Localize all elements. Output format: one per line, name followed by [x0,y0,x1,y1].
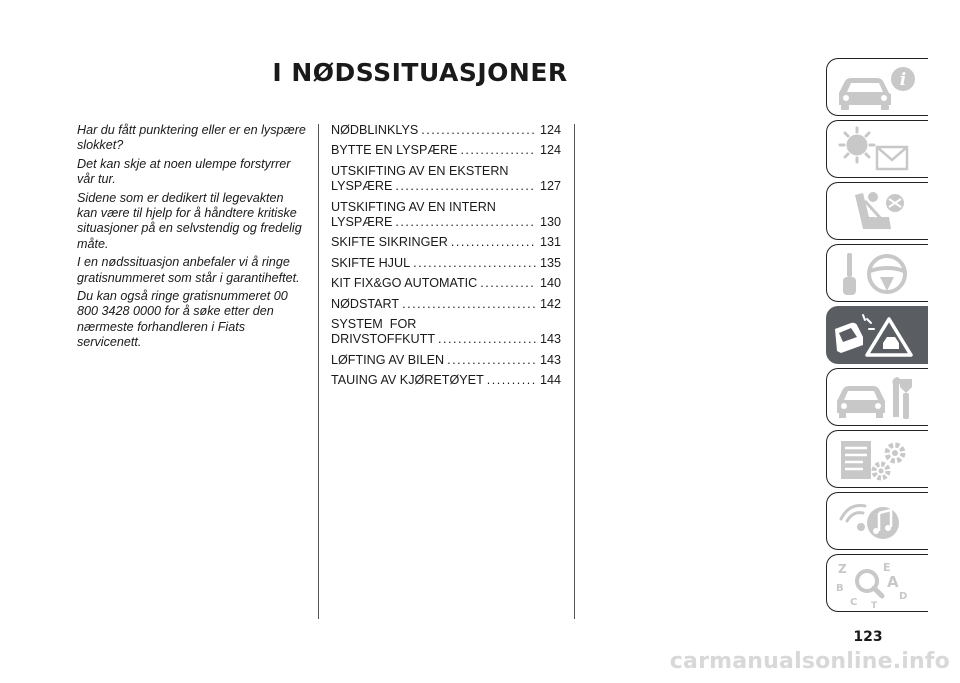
section-tab-warning-lights[interactable] [826,120,928,178]
toc-label: SKIFTE HJUL [331,255,411,270]
toc-page: 127 [539,179,561,194]
section-tab-emergency[interactable] [826,306,928,364]
toc-entry-ekstern-lyspaere[interactable] [331,164,561,195]
toc-label: NØDBLINKLYS [331,123,419,137]
toc-entry-nodblinklys[interactable] [331,123,561,138]
index-letter: T [871,601,878,609]
toc-label-lead: UTSKIFTING AV EN INTERN [331,199,496,214]
car-breakdown-warning-triangle-icon [833,311,917,361]
index-letter: Z [838,562,847,576]
key-steering-wheel-icon [833,249,917,299]
toc-label: LYSPÆRE [331,215,393,230]
warning-lights-message-icon [833,125,917,175]
toc-label: KIT FIX&GO AUTOMATIC [331,276,478,291]
toc-label: NØDSTART [331,296,400,311]
toc-page: 140 [539,276,561,291]
car-info-icon [833,63,917,113]
intro-paragraph: Sidene som er dedikert til legevakten kan være til hjelp for å håndtere kritiske situasjoner på en selvstendig og fredelig måte. [77,190,302,251]
intro-paragraph: I en nødssituasjon anbefaler vi å ringe gratisnummeret som står i garantiheftet. [77,255,300,285]
toc-page: 143 [539,332,561,347]
toc-label-lead: UTSKIFTING AV EN EKSTERN [331,163,509,178]
toc-entry-skifte-hjul[interactable] [331,256,561,271]
section-tab-car-info[interactable] [826,58,928,116]
section-tab-multimedia[interactable] [826,492,928,550]
intro-paragraph: Det kan skje at noen ulempe forstyrrer vår tur. [77,156,291,187]
multimedia-music-icon [833,497,917,547]
toc-label: DRIVSTOFFKUTT [331,332,436,347]
column-divider [318,124,319,619]
index-letter: A [887,573,899,591]
toc-label: TAUING AV KJØRETØYET [331,373,484,388]
toc-page: 135 [539,255,561,270]
table-of-contents [331,123,561,394]
toc-page: 130 [539,215,561,230]
toc-page: 124 [539,143,561,158]
section-tab-index[interactable] [826,554,928,612]
toc-entry-skifte-sikringer[interactable] [331,235,561,250]
page-number: 123 [853,629,883,645]
section-tab-maintenance[interactable] [826,368,928,426]
specifications-gears-icon [833,435,917,485]
svg-text:i: i [899,70,907,90]
toc-entry-nodstart[interactable] [331,297,561,312]
toc-entry-bytte-lyspaere[interactable] [331,143,561,158]
index-letter: C [850,597,858,608]
column-divider [574,124,575,619]
section-tab-starting[interactable] [826,244,928,302]
toc-label: LØFTING AV BILEN [331,352,445,367]
intro-paragraph: Har du fått punktering eller er en lyspære slokket? [77,123,306,153]
toc-entry-kit-fix-go[interactable] [331,276,561,291]
page-title: I NØDSSITUASJONER [272,58,568,87]
toc-page: 144 [539,373,561,388]
toc-label-lead: SYSTEM FOR [331,317,417,332]
index-letter: B [836,583,844,594]
seat-airbag-icon [833,187,917,237]
toc-entry-intern-lyspaere[interactable] [331,200,561,231]
toc-page: 124 [539,123,561,137]
car-maintenance-tools-icon [833,373,917,423]
toc-page: 131 [539,235,561,250]
intro-text [77,123,307,354]
toc-label: SKIFTE SIKRINGER [331,235,448,250]
toc-entry-drivstoffkutt[interactable] [331,317,561,348]
intro-paragraph: Du kan også ringe gratisnummeret 00 800 3428 0000 for å søke etter den nærmeste forhandleren i Fiats servicenett. [77,289,288,350]
watermark: carmanualsonline.info [669,649,950,674]
toc-label: BYTTE EN LYSPÆRE [331,143,458,158]
toc-page: 143 [539,352,561,367]
toc-page: 142 [539,296,561,311]
section-tab-specifications[interactable] [826,430,928,488]
alphabetical-index-icon [833,559,917,609]
toc-entry-lofting[interactable] [331,353,561,368]
toc-entry-tauing[interactable] [331,373,561,388]
index-letter: D [899,591,908,602]
toc-label: LYSPÆRE [331,179,393,194]
section-tab-safety[interactable] [826,182,928,240]
index-letter: E [883,561,891,574]
